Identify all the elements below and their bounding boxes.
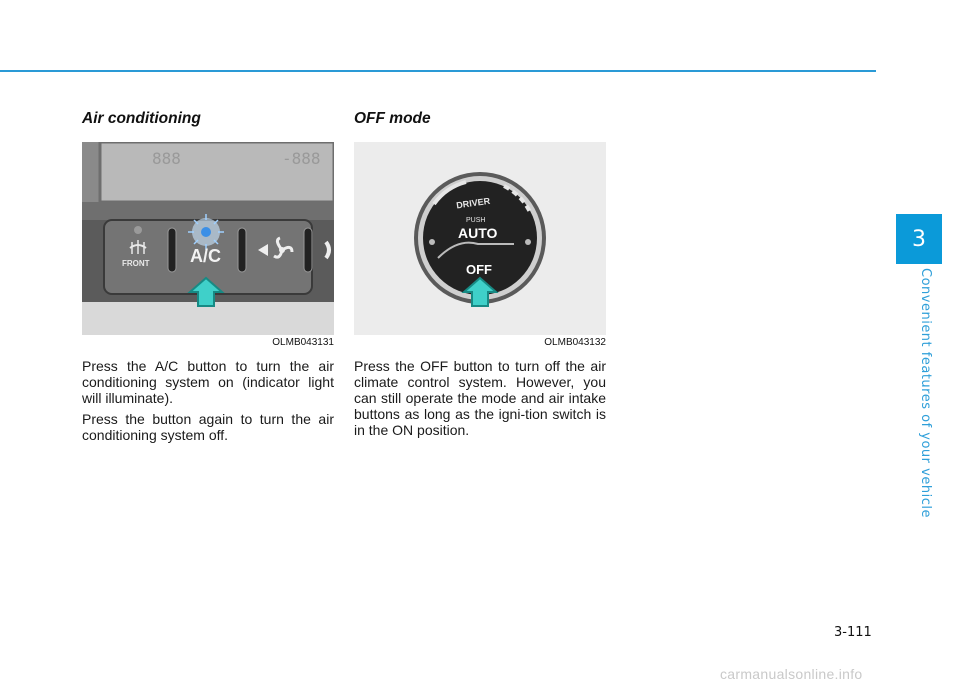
svg-text:888: 888 [152,149,181,168]
chapter-tab [896,214,942,264]
header-rule [0,70,876,72]
ac-panel-illustration [82,142,334,335]
front-label: FRONT [122,259,150,268]
driver-label: DRIVER [455,195,491,211]
section-heading: Air conditioning [82,110,201,127]
off-knob-illustration [354,142,606,335]
off-label: OFF [466,262,492,277]
section-heading: OFF mode [354,110,431,127]
section-air-conditioning [82,110,334,443]
auto-label: AUTO [458,225,498,241]
svg-text:-888: -888 [282,149,321,168]
chapter-number: 3 [912,226,926,252]
page-number: 3-111 [834,625,872,640]
ac-figure [82,142,334,335]
defrost-icon [130,240,146,254]
chapter-title: Convenient features of your vehicle [918,268,933,518]
watermark: carmanualsonline.info [720,666,863,682]
push-label: PUSH [466,217,486,224]
figure-code: OLMB043132 [544,337,606,348]
paragraph: Press the OFF button to turn off the air climate control system. However, you can still operate the mode and air intake buttons as long as the igni-tion switch is in the ON position. [354,358,606,438]
section-off-mode [354,110,606,438]
paragraph: Press the button again to turn the air conditioning system off. [82,411,334,443]
figure-code: OLMB043131 [272,337,334,348]
paragraph: Press the A/C button to turn the air conditioning system on (indicator light will illuminate). [82,358,334,406]
ac-label: A/C [190,246,221,266]
off-figure [354,142,606,335]
